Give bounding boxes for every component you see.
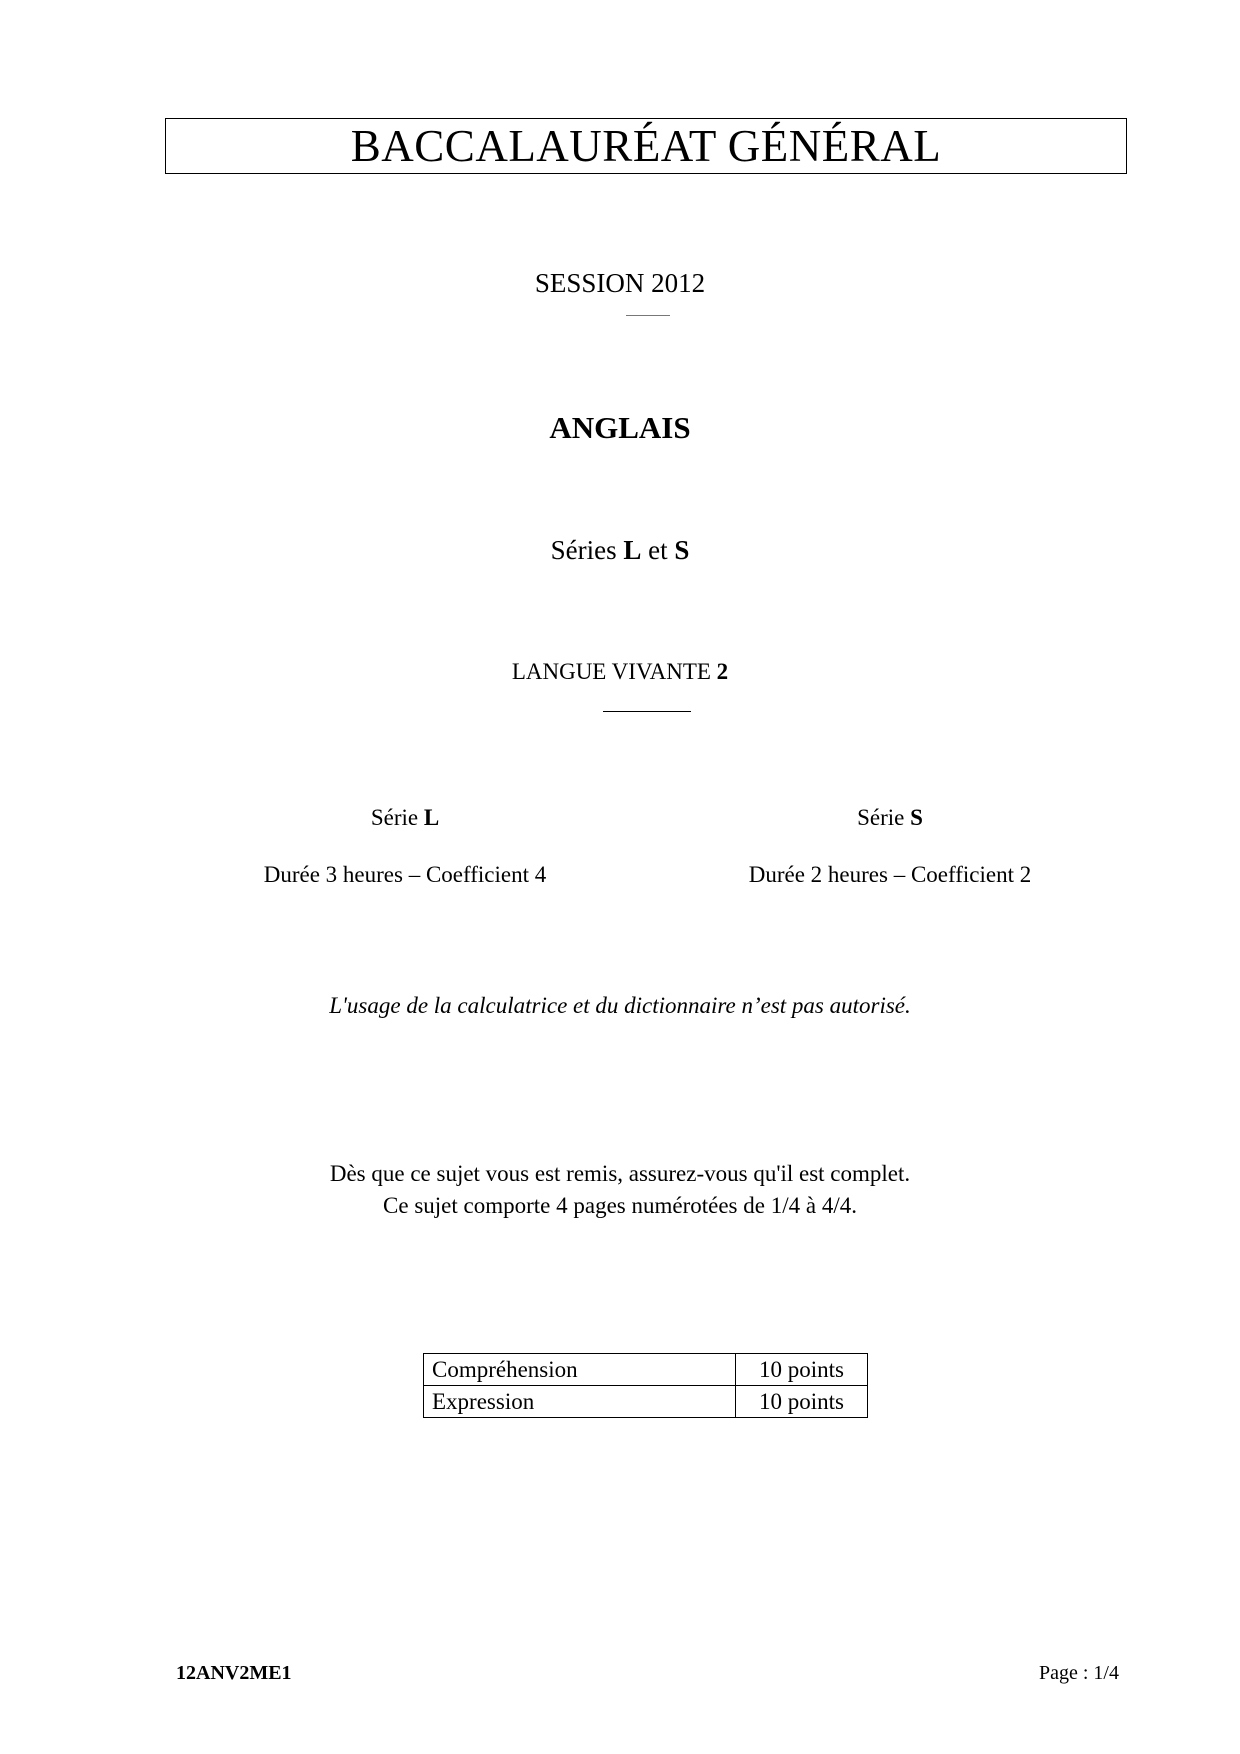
series-line [0,535,1240,566]
series-prefix: Séries [550,535,624,565]
serie-s-letter: S [910,805,923,830]
langue-text: LANGUE VIVANTE [511,659,717,684]
instruction-line: Dès que ce sujet vous est remis, assurez-vous qu'il est complet. [329,1161,911,1186]
calculator-note: L'usage de la calculatrice et du dictionnaire n’est pas autorisé. [329,993,911,1018]
serie-l-duree: Durée 3 heures – Coefficient 4 [263,862,547,887]
title-box [165,118,1127,174]
serie-l-label [230,805,580,831]
session-label: SESSION 2012 [534,268,706,298]
exam-code: 12ANV2ME1 [176,1662,292,1684]
subject-title: ANGLAIS [549,410,691,445]
points-label: Expression [424,1386,736,1418]
series-first: L [623,535,642,565]
session-divider [626,315,670,316]
instructions [0,1158,1240,1222]
series-second: S [674,535,690,565]
page-number: Page : 1/4 [1039,1662,1119,1684]
instruction-line: Ce sujet comporte 4 pages numérotées de 1/4 à 4/4. [383,1193,857,1218]
points-table [423,1353,868,1418]
langue-number: 2 [716,659,729,684]
points-value: 10 points [736,1386,868,1418]
exam-title: BACCALAURÉAT GÉNÉRAL [350,120,942,171]
table-row [424,1386,868,1418]
serie-l-letter: L [423,805,440,830]
langue-line [0,659,1240,685]
serie-s-label [715,805,1065,831]
serie-s-duree: Durée 2 heures – Coefficient 2 [748,862,1032,887]
points-label: Compréhension [424,1354,736,1386]
series-middle: et [641,535,675,565]
serie-l-prefix: Série [370,805,424,830]
points-value: 10 points [736,1354,868,1386]
langue-divider [603,711,691,712]
table-row [424,1354,868,1386]
serie-s-prefix: Série [857,805,911,830]
